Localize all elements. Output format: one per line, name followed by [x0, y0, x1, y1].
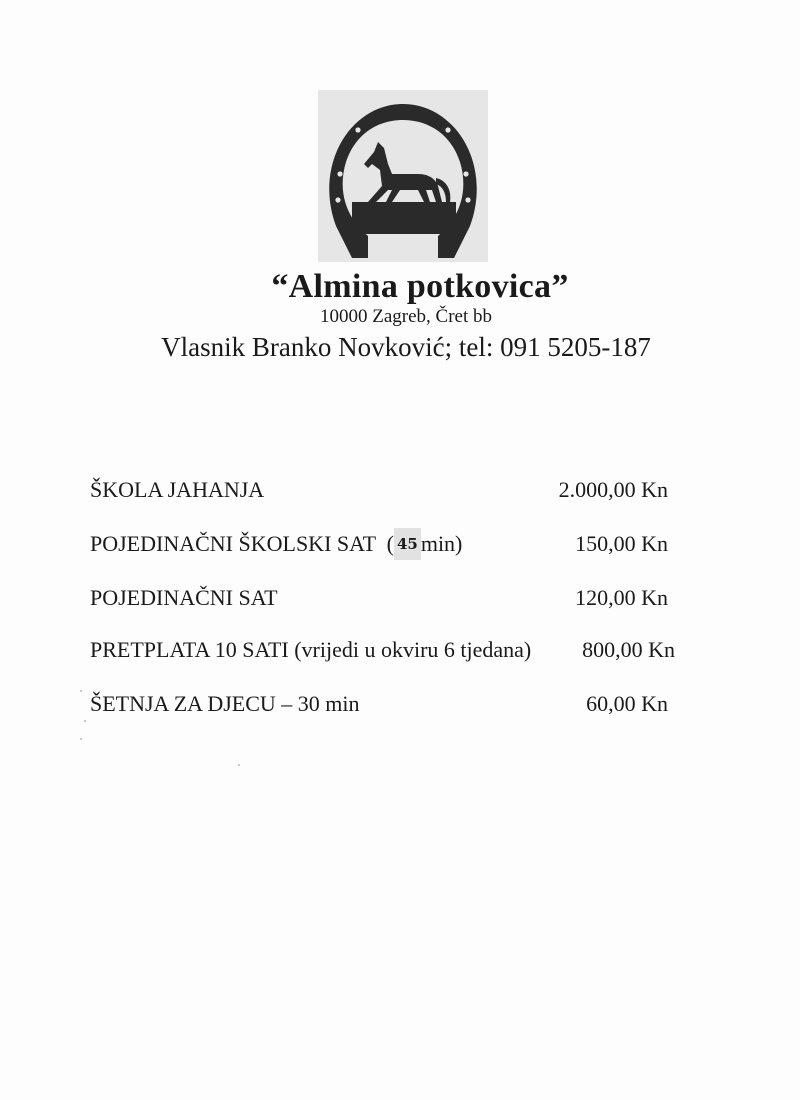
- service-label: ŠETNJA ZA DJECU – 30 min: [90, 691, 360, 716]
- owner-contact: [0, 332, 800, 363]
- service-price: 150,00 Kn: [575, 531, 668, 556]
- service-label: [90, 528, 462, 560]
- duration-value: 45: [394, 528, 421, 560]
- price-row: [90, 582, 680, 614]
- price-row: [90, 688, 680, 720]
- service-label: PRETPLATA 10 SATI (vrijedi u okviru 6 tjedana): [90, 637, 532, 662]
- service-price: 60,00 Kn: [586, 691, 668, 716]
- service-label-start: POJEDINAČNI ŠKOLSKI SAT (: [90, 531, 394, 556]
- service-price: 2.000,00 Kn: [558, 477, 668, 502]
- service-label-end: min): [420, 531, 463, 556]
- scan-speck: [238, 764, 240, 766]
- business-name: “Almina potkovica”: [271, 268, 569, 305]
- horseshoe-horse-logo-icon: [318, 90, 488, 262]
- service-price: 800,00 Kn: [582, 637, 675, 662]
- price-row: [90, 634, 680, 666]
- scan-speck: [80, 690, 82, 692]
- address: 10000 Zagreb, Čret bb: [319, 306, 492, 327]
- service-price: 120,00 Kn: [575, 585, 668, 610]
- scan-speck: [80, 738, 82, 740]
- service-label: ŠKOLA JAHANJA: [90, 477, 265, 502]
- price-row: [90, 528, 680, 560]
- scan-speck: [84, 720, 86, 722]
- phone-number: 091 5205-187: [500, 332, 651, 362]
- price-row: [90, 474, 680, 506]
- owner-label: Vlasnik Branko Novković; tel:: [161, 332, 494, 362]
- service-label: POJEDINAČNI SAT: [90, 585, 278, 610]
